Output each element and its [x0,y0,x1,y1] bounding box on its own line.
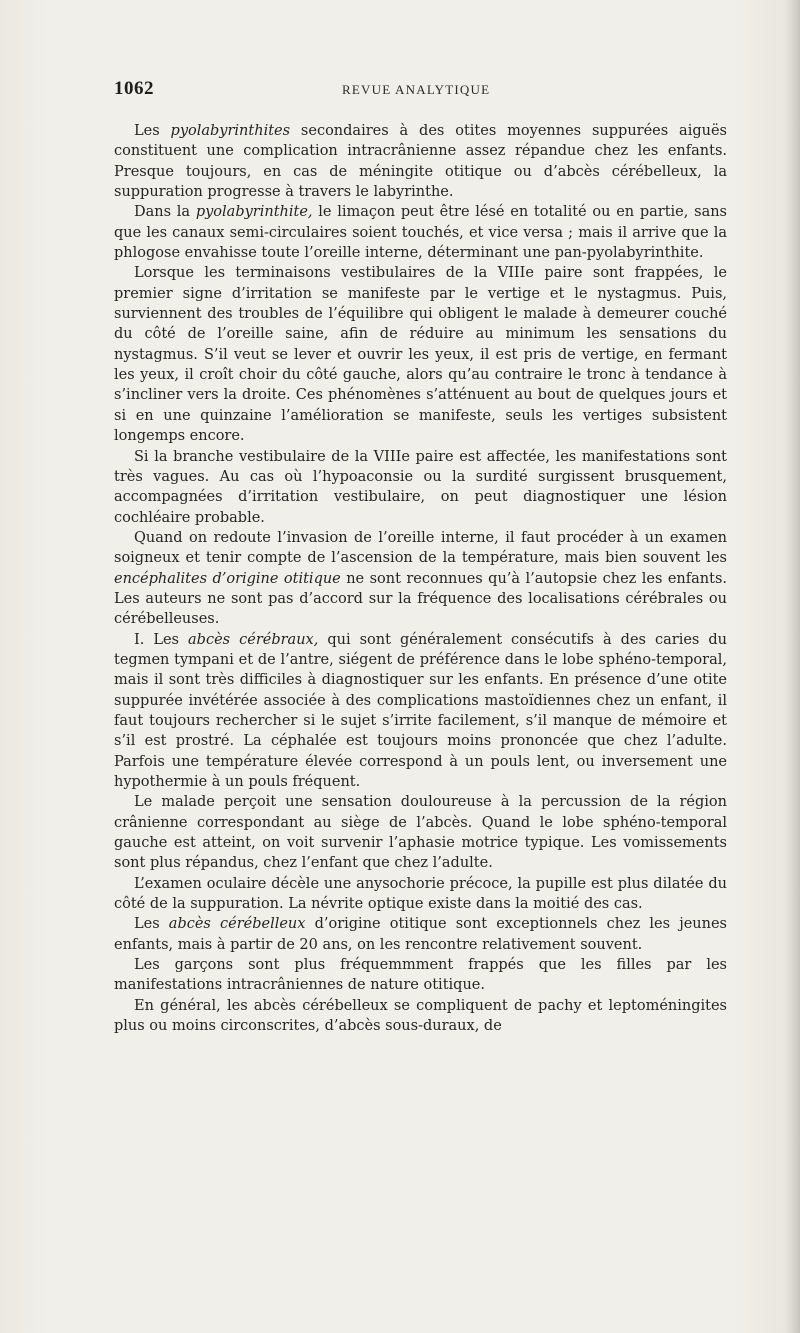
page-header [114,78,726,102]
paragraph [114,874,727,915]
paragraph [114,528,727,630]
text-run: Les [134,123,171,139]
text-run: Si la branche vestibulaire de la VIIIe paire est affectée, les manifestations sont très vagues. Au cas où l’hypoaconsie ou la surdité surgissent brusquement, accompagnées d’irritation vestibulaire, on peut diagnostiquer une lésion cochléaire probable. [114,448,727,526]
paragraph [114,630,727,793]
text-run: Les garçons sont plus fréquemmment frappés que les filles par les manifestations intracrâniennes de nature otitique. [114,957,727,994]
text-run: secondaires à des otites moyennes suppurées aiguës constituent une complication intracrânienne assez répandue chez les enfants. Presque toujours, en cas de méningite otitique ou d’abcès cérébelleux, la suppuration progresse à travers le labyrinthe. [114,123,727,201]
italic-term: pyolabyrinthites [170,123,291,139]
text-run: le limaçon peut être lésé en totalité ou en partie, sans que les canaux semi-circulaires soient touchés, et vice versa ; mais il arrive que la phlogose envahisse toute l’oreille interne, déterminant une pan-pyolabyrinthite. [114,204,727,262]
page-number: 1062 [114,78,154,99]
paragraph [114,792,727,873]
running-title: REVUE ANALYTIQUE [342,82,491,97]
text-run: L’examen oculaire décèle une anysochorie précoce, la pupille est plus dilatée du côté de la suppuration. La névrite optique existe dans la moitié des cas. [114,875,727,913]
paragraph [114,263,727,446]
article-body [114,121,727,1036]
paragraph [114,914,727,955]
text-run: I. Les [134,631,189,648]
text-run: qui sont généralement consécutifs à des caries du tegmen tympani et de l’antre, siégent de préférence dans le lobe sphéno-temporal, mais il sont très difficiles à diagnostiquer sur les enfants. En présence d’une otite suppurée invétérée associée à des complications mastoïdiennes chez un enfant, il faut toujours rechercher si le sujet s’irrite facilement, s’il manque de mémoire et s’il est prostré. La céphalée est toujours moins prononcée que chez l’adulte. Parfois une température élevée correspond à un pouls lent, ou inversement une hypothermie à un pouls fréquent. [114,631,727,790]
page-edge-shadow [786,0,800,1333]
paragraph [114,121,727,202]
text-run: En général, les abcès cérébelleux se compliquent de pachy et leptoméningites plus ou moins circonscrites, d’abcès sous-duraux, de [114,997,727,1035]
italic-term: encéphalites d’origine otitique [114,570,341,587]
text-run: d’origine otitique sont exceptionnels chez les jeunes enfants, mais à partir de 20 ans, on les rencontre relativement souvent. [114,916,727,953]
italic-term: abcès cérébelleux [168,916,306,933]
italic-term: pyolabyrinthite, [195,204,313,221]
text-run: Lorsque les terminaisons vestibulaires de la VIIIe paire sont frappées, le premier signe d’irritation se manifeste par le vertige et le nystagmus. Puis, surviennent des troubles de l’équilibre qui obligent le malade à demeurer couché du côté de l’oreille saine, afin de réduire au minimum les sensations du nystagmus. S’il veut se lever et ouvrir les yeux, il est pris de vertige, en fermant les yeux, il croît choir du côté gauche, alors qu’au contraire le tronc à tendance à s’incliner vers la droite. Ces phénomènes s’atténuent au bout de quelques jours et si en une quinzaine l’amélioration se manifeste, seuls les vertiges subsistent longemps encore. [114,265,727,445]
text-run: Dans la [134,204,196,221]
text-run: Le malade perçoit une sensation douloureuse à la percussion de la région crânienne correspondant au siège de l’abcès. Quand le lobe sphéno-temporal gauche est atteint, on voit survenir l’aphasie motrice typique. Les vomissements sont plus répandus, chez l’enfant que chez l’adulte. [114,794,727,872]
paragraph [114,996,727,1037]
text-run: ne sont reconnues qu’à l’autopsie chez les enfants. Les auteurs ne sont pas d’accord sur la fréquence des localisations cérébrales ou cérébelleuses. [114,570,728,628]
paragraph [114,447,727,528]
text-run: Les [134,916,169,933]
paragraph [114,202,727,263]
italic-term: abcès cérébraux, [188,631,319,648]
text-run: Quand on redoute l’invasion de l’oreille interne, il faut procéder à un examen soigneux et tenir compte de l’ascension de la température, mais bien souvent les [114,529,727,567]
paragraph [114,955,727,996]
